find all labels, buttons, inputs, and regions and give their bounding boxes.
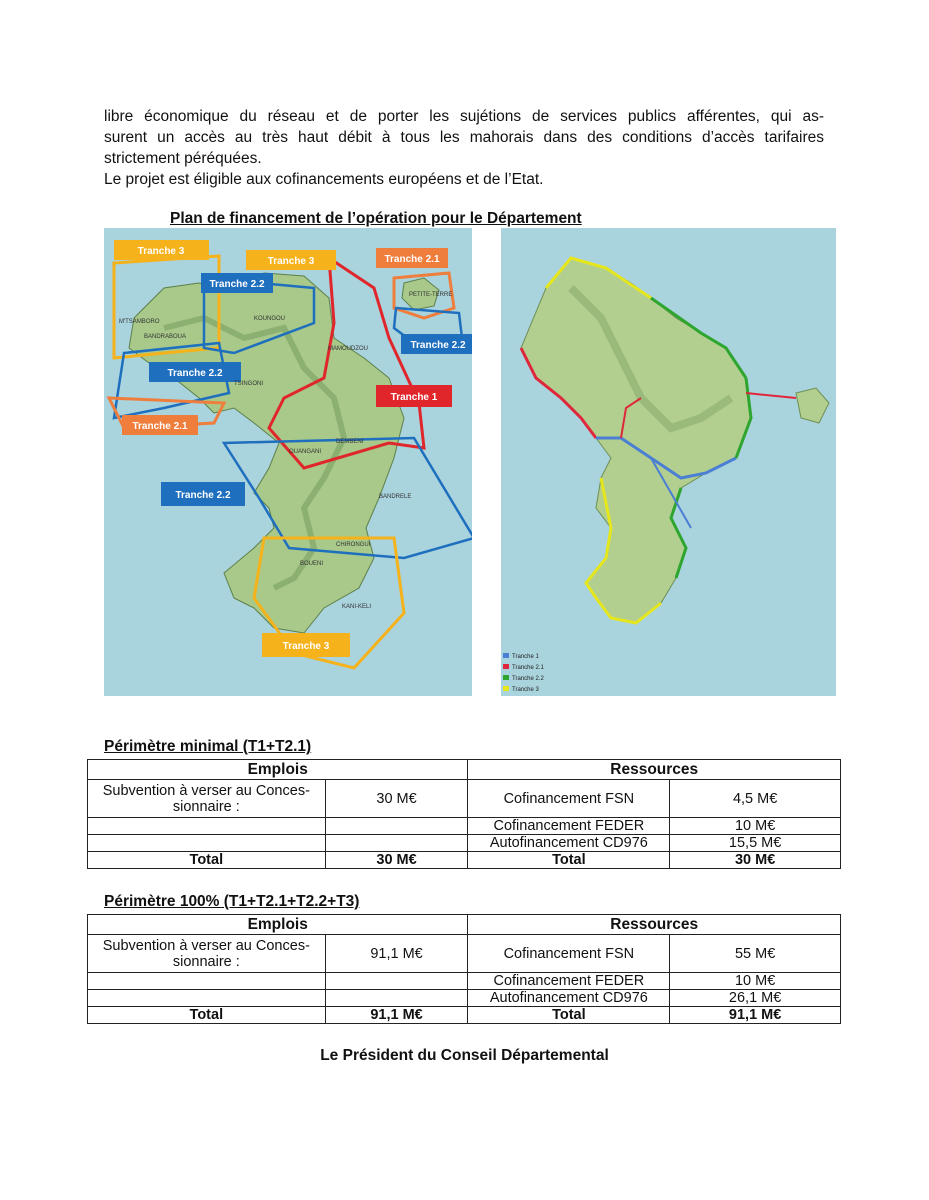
header-emplois: Emplois [88,915,468,935]
cell: Cofinancement FSN [468,780,670,818]
town-name: KANI-KELI [342,604,372,610]
cell [325,835,468,852]
cell: 91,1 M€ [325,935,468,973]
table2-title: Périmètre 100% (T1+T2.1+T2.2+T3) [104,893,360,910]
town-name: PETITE-TERRE [409,292,453,298]
cell: Total [468,1007,670,1024]
right-map [501,228,836,696]
table-row [88,835,841,852]
town-name: BANDRELE [379,494,412,500]
signature: Le Président du Conseil Départemental [320,1047,609,1064]
cell: 91,1 M€ [325,1007,468,1024]
town-name: DEMBENI [336,439,364,445]
cell: 15,5 M€ [670,835,841,852]
cell: Subvention à verser au Conces- sionnaire : [88,935,326,973]
cell [88,818,326,835]
cell: 4,5 M€ [670,780,841,818]
left-map [104,228,472,696]
cell: 30 M€ [670,852,841,869]
header-ressources: Ressources [468,915,841,935]
table-row [88,780,841,818]
table-row [88,990,841,1007]
town-name: OUANGANI [289,449,322,455]
cell: Autofinancement CD976 [468,990,670,1007]
intro-line: Le projet est éligible aux cofinancements européens et de l’Etat. [104,171,544,188]
cell: Cofinancement FEDER [468,818,670,835]
cell [88,973,326,990]
town-name: KOUNGOU [254,316,286,322]
map-label: Tranche 3 [282,641,330,652]
intro-paragraph [104,106,824,190]
map-label: Tranche 3 [267,256,315,267]
map-label: Tranche 2.1 [384,254,440,265]
cell: 10 M€ [670,818,841,835]
town-name: MAMOUDZOU [328,346,368,352]
cell [325,973,468,990]
town-name: CHIRONGUI [336,542,371,548]
map-label: Tranche 2.1 [132,421,188,432]
cell: 30 M€ [325,852,468,869]
map-label: Tranche 1 [390,392,438,403]
legend-label: Tranche 2.2 [512,676,544,682]
cell [88,835,326,852]
cell: Cofinancement FSN [468,935,670,973]
total-row [88,852,841,869]
header-emplois: Emplois [88,760,468,780]
intro-line: surent un accès au très haut débit à tous les mahorais dans des conditions d’accès tarifaires [104,129,824,146]
cell [325,818,468,835]
table-row [88,935,841,973]
financing-table-minimal [87,759,841,869]
legend-label: Tranche 2.1 [512,665,544,671]
cell: Total [88,1007,326,1024]
map-label: Tranche 2.2 [167,368,223,379]
table-row [88,973,841,990]
cell: Autofinancement CD976 [468,835,670,852]
map-label: Tranche 3 [137,246,185,257]
legend-label: Tranche 3 [512,687,539,693]
map-label: Tranche 2.2 [410,340,466,351]
table-row [88,818,841,835]
cell: 55 M€ [670,935,841,973]
intro-line: strictement péréquées. [104,150,262,167]
intro-line: libre économique du réseau et de porter les sujétions de services publics afférentes, qui as- [104,108,824,125]
cell: 26,1 M€ [670,990,841,1007]
cell: 30 M€ [325,780,468,818]
financing-table-full [87,914,841,1024]
cell [88,990,326,1007]
figure-title: Plan de financement de l’opération pour le Département [170,210,582,227]
cell: Total [468,852,670,869]
cell: 10 M€ [670,973,841,990]
header-ressources: Ressources [468,760,841,780]
town-name: BANDRABOUA [144,334,187,340]
cell: Cofinancement FEDER [468,973,670,990]
cell: 91,1 M€ [670,1007,841,1024]
town-name: BOUENI [300,561,324,567]
town-name: TSINGONI [234,381,264,387]
map-label: Tranche 2.2 [175,490,231,501]
cell: Total [88,852,326,869]
total-row [88,1007,841,1024]
map-label: Tranche 2.2 [209,279,265,290]
cell: Subvention à verser au Conces- sionnaire : [88,780,326,818]
legend-label: Tranche 1 [512,654,539,660]
table1-title: Périmètre minimal (T1+T2.1) [104,738,312,755]
town-name: M'TSAMBORO [119,319,160,325]
cell [325,990,468,1007]
